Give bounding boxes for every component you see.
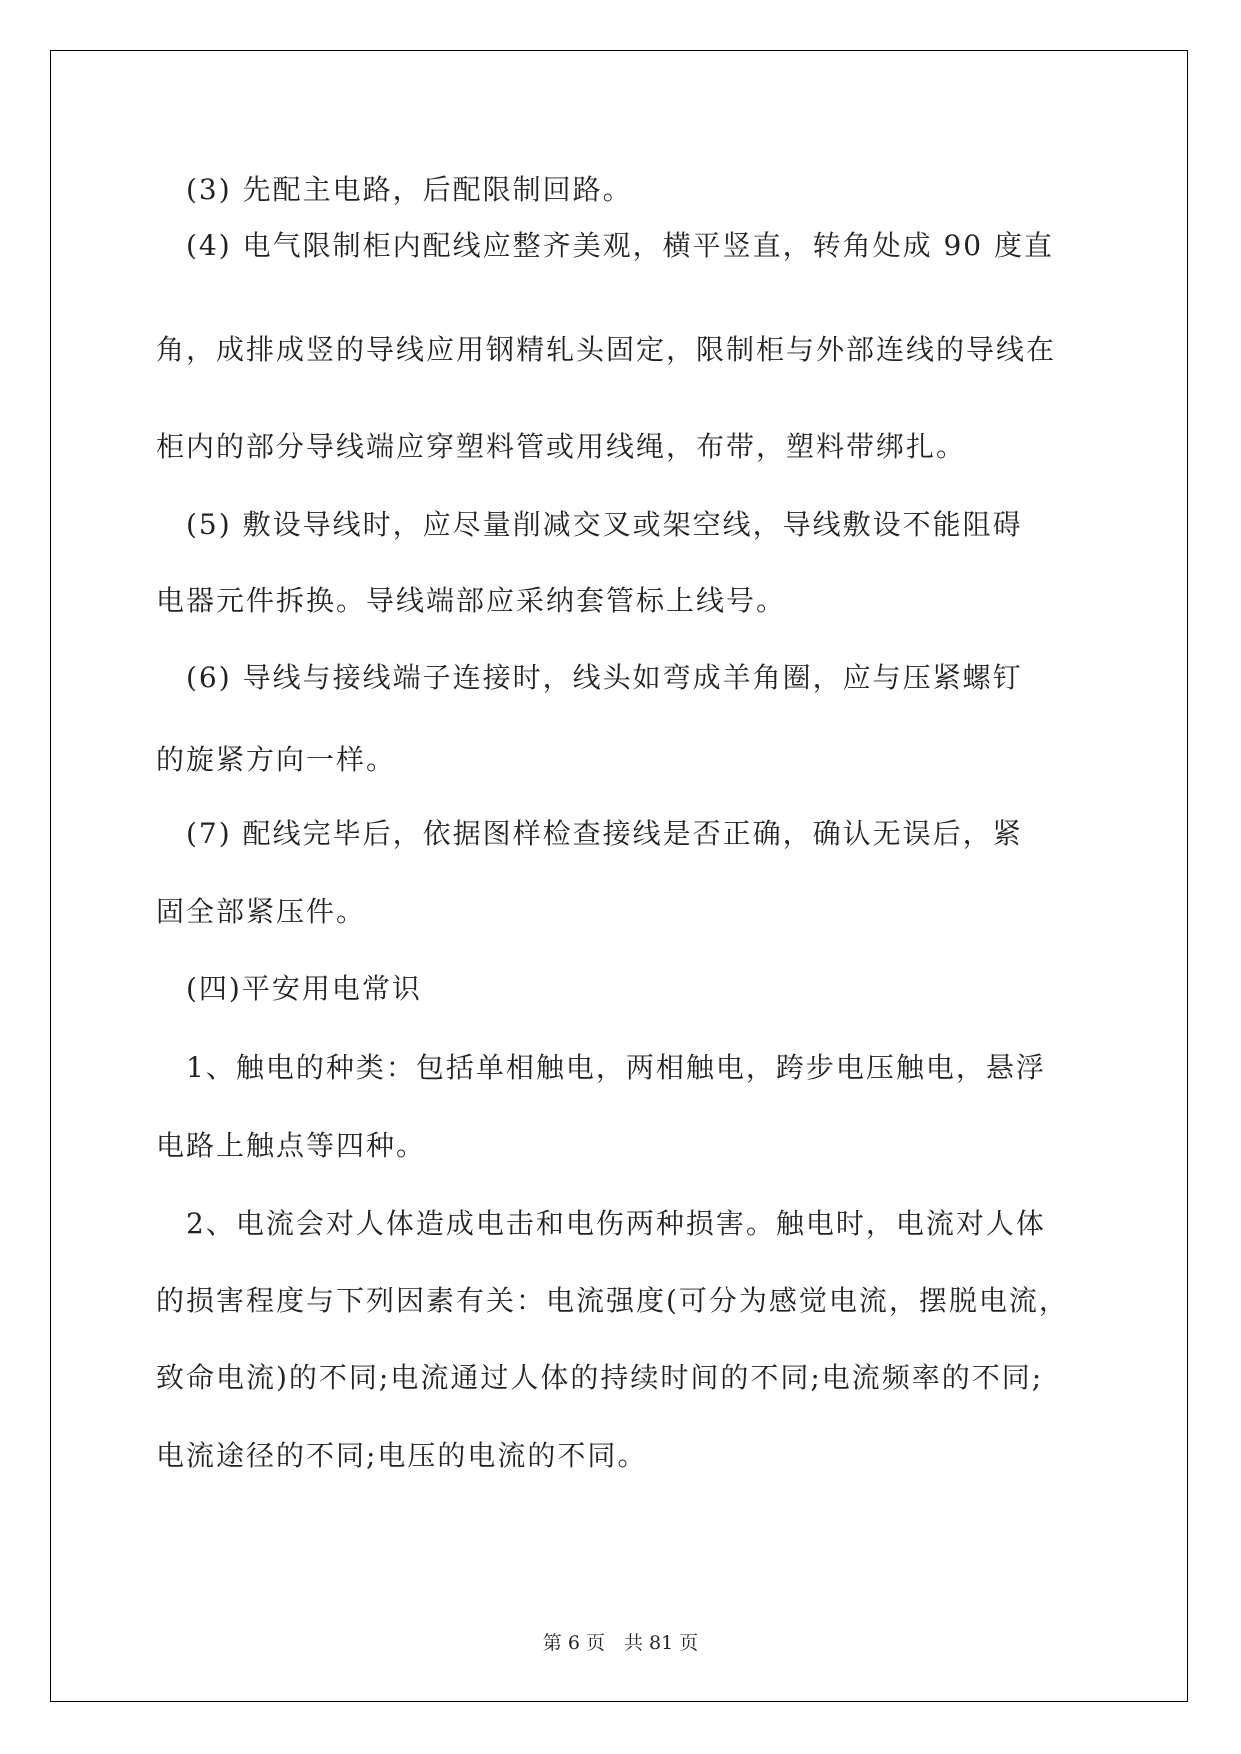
- text-line: 固全部紧压件。: [156, 895, 367, 928]
- text-line: (4) 电气限制柜内配线应整齐美观，横平竖直，转角处成 90 度直: [156, 229, 1054, 262]
- page-number-footer: 第 6 页 共 81 页: [542, 1632, 699, 1654]
- text-line: (3) 先配主电路，后配限制回路。: [156, 173, 633, 206]
- text-line: (6) 导线与接线端子连接时，线头如弯成羊角圈，应与压紧螺钉: [156, 661, 1023, 694]
- text-line: 电流途径的不同;电压的电流的不同。: [156, 1439, 648, 1472]
- text-line: 角，成排成竖的导线应用钢精轧头固定，限制柜与外部连线的导线在: [156, 333, 1057, 366]
- text-line: 的损害程度与下列因素有关：电流强度(可分为感觉电流，摆脱电流，: [156, 1284, 1069, 1317]
- section-heading: (四)平安用电常识: [156, 972, 422, 1005]
- text-line: 2、电流会对人体造成电击和电伤两种损害。触电时，电流对人体: [156, 1207, 1046, 1240]
- text-line: 致命电流)的不同;电流通过人体的持续时间的不同;电流频率的不同;: [156, 1361, 1044, 1394]
- text-line: (7) 配线完毕后，依据图样检查接线是否正确，确认无误后，紧: [156, 817, 1023, 850]
- text-line: 的旋紧方向一样。: [156, 743, 397, 776]
- text-line: (5) 敷设导线时，应尽量削减交叉或架空线，导线敷设不能阻碍: [156, 508, 1023, 541]
- text-line: 电路上触点等四种。: [156, 1129, 427, 1162]
- text-line: 电器元件拆换。导线端部应采纳套管标上线号。: [156, 584, 787, 617]
- text-line: 1、触电的种类：包括单相触电，两相触电，跨步电压触电，悬浮: [156, 1051, 1046, 1084]
- text-line: 柜内的部分导线端应穿塑料管或用线绳，布带，塑料带绑扎。: [156, 430, 967, 463]
